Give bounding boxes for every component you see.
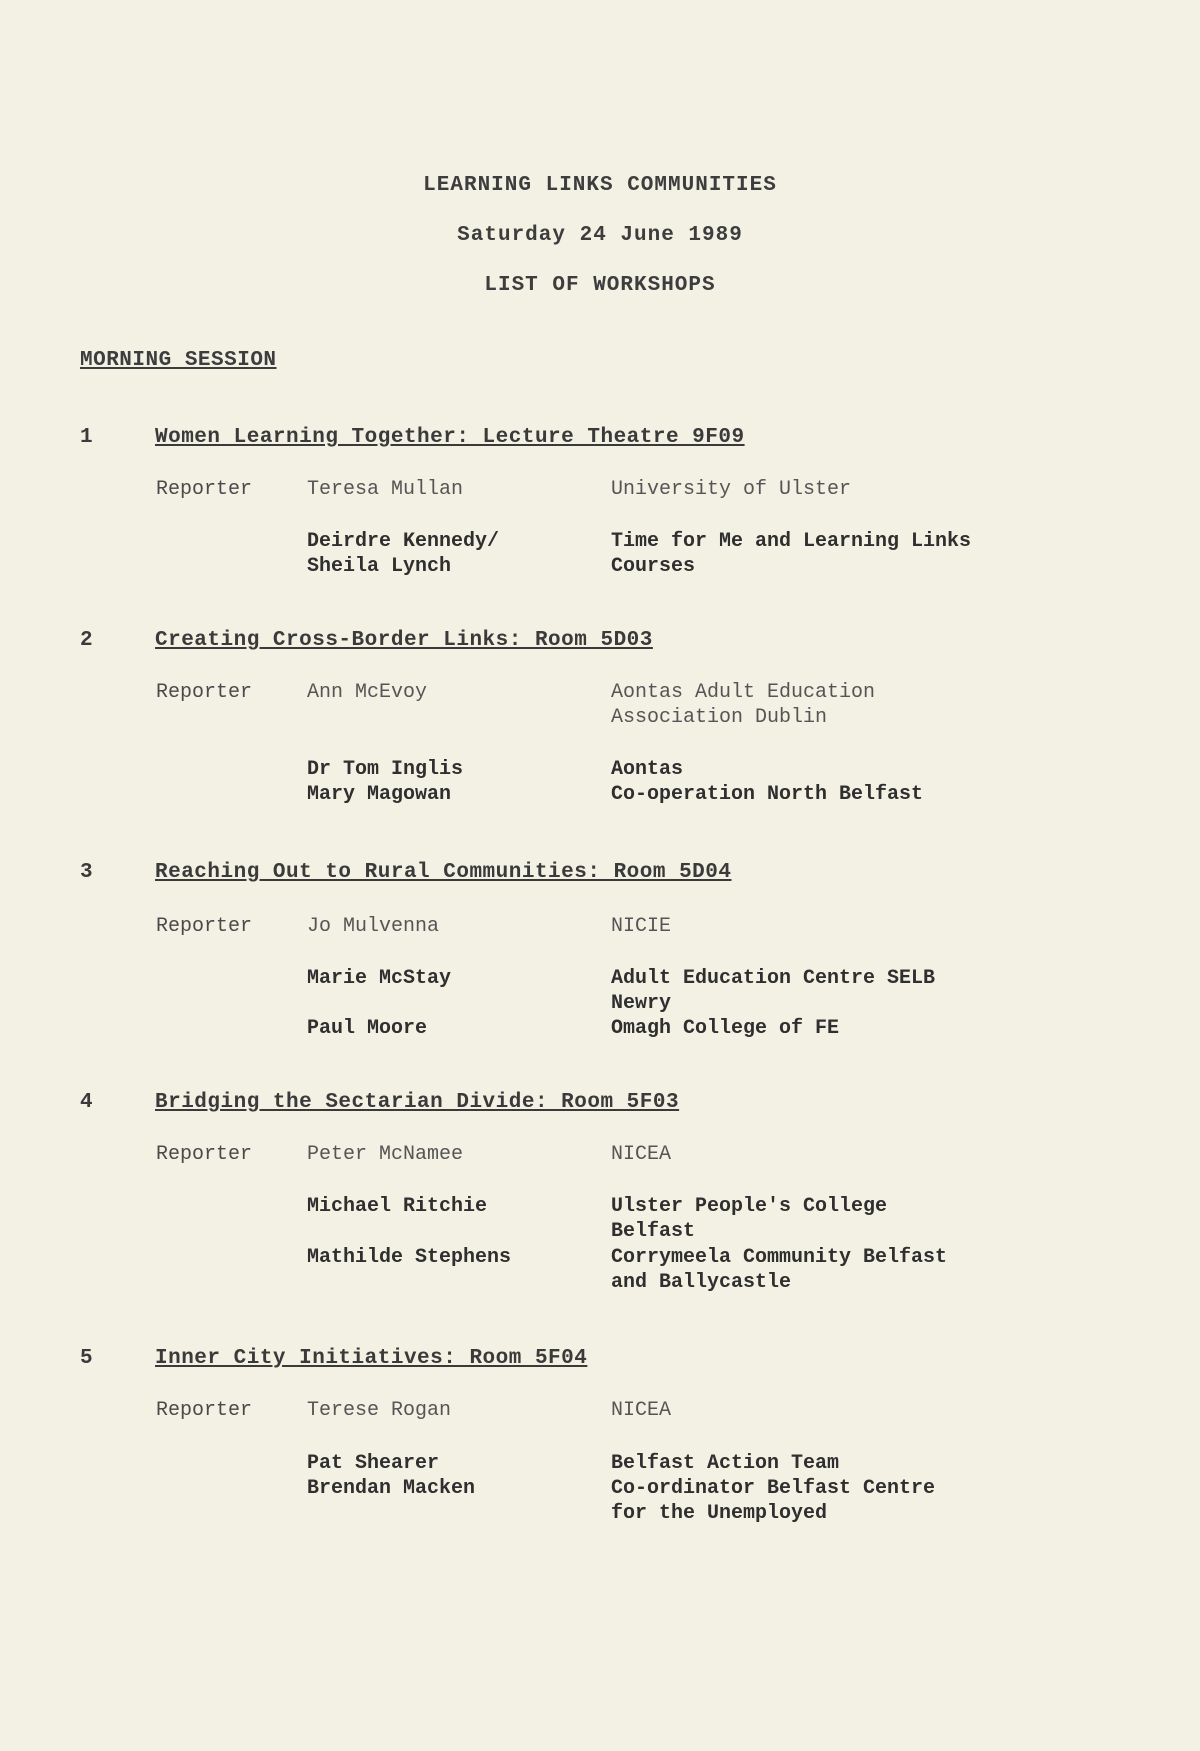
participant-name: Dr Tom Inglis Mary Magowan	[307, 758, 464, 806]
workshop-number: 4	[80, 1091, 93, 1114]
participant-organisation: NICIE	[611, 915, 672, 938]
participant-name: Deirdre Kennedy/ Sheila Lynch	[307, 530, 500, 578]
participant-name: Michael Ritchie	[307, 1195, 488, 1218]
participant-organisation: NICEA	[611, 1143, 672, 1166]
workshop-title: Women Learning Together: Lecture Theatre 9F09	[155, 426, 745, 449]
participant-role: Reporter	[156, 1399, 253, 1422]
participant-name: Ann McEvoy	[307, 681, 428, 704]
participant-role: Reporter	[156, 1143, 253, 1166]
participant-organisation: University of Ulster	[611, 478, 852, 501]
document-title: LEARNING LINKS COMMUNITIES	[423, 174, 777, 197]
participant-organisation: NICEA	[611, 1399, 672, 1422]
participant-organisation: Belfast Action Team Co-ordinator Belfast Centre for the Unemployed	[611, 1452, 936, 1525]
participant-organisation: Corrymeela Community Belfast and Ballycastle	[611, 1246, 948, 1294]
participant-name: Pat Shearer Brendan Macken	[307, 1452, 476, 1500]
participant-organisation: Ulster People's College Belfast	[611, 1195, 888, 1243]
workshop-number: 1	[80, 426, 93, 449]
participant-name: Terese Rogan	[307, 1399, 452, 1422]
participant-name: Peter McNamee	[307, 1143, 464, 1166]
participant-organisation: Time for Me and Learning Links Courses	[611, 530, 972, 578]
workshop-number: 5	[80, 1347, 93, 1370]
participant-organisation: Adult Education Centre SELB Newry	[611, 967, 936, 1015]
participant-organisation: Aontas Co-operation North Belfast	[611, 758, 924, 806]
show-through-text	[1015, 6, 1025, 24]
participant-role: Reporter	[156, 915, 253, 938]
workshop-title: Reaching Out to Rural Communities: Room 5D04	[155, 861, 732, 884]
participant-role: Reporter	[156, 681, 253, 704]
session-heading: MORNING SESSION	[80, 349, 277, 372]
participant-name: Teresa Mullan	[307, 478, 464, 501]
participant-organisation: Aontas Adult Education Association Dublin	[611, 681, 876, 729]
participant-name: Marie McStay	[307, 967, 452, 990]
workshop-title: Inner City Initiatives: Room 5F04	[155, 1347, 588, 1370]
document-date: Saturday 24 June 1989	[457, 224, 743, 247]
participant-name: Mathilde Stephens	[307, 1246, 512, 1269]
participant-name: Jo Mulvenna	[307, 915, 440, 938]
participant-role: Reporter	[156, 478, 253, 501]
workshop-number: 3	[80, 861, 93, 884]
participant-organisation: Omagh College of FE	[611, 1017, 840, 1040]
workshop-number: 2	[80, 629, 93, 652]
workshop-title: Creating Cross-Border Links: Room 5D03	[155, 629, 653, 652]
document-subtitle: LIST OF WORKSHOPS	[484, 274, 716, 297]
participant-name: Paul Moore	[307, 1017, 428, 1040]
workshop-title: Bridging the Sectarian Divide: Room 5F03	[155, 1091, 680, 1114]
